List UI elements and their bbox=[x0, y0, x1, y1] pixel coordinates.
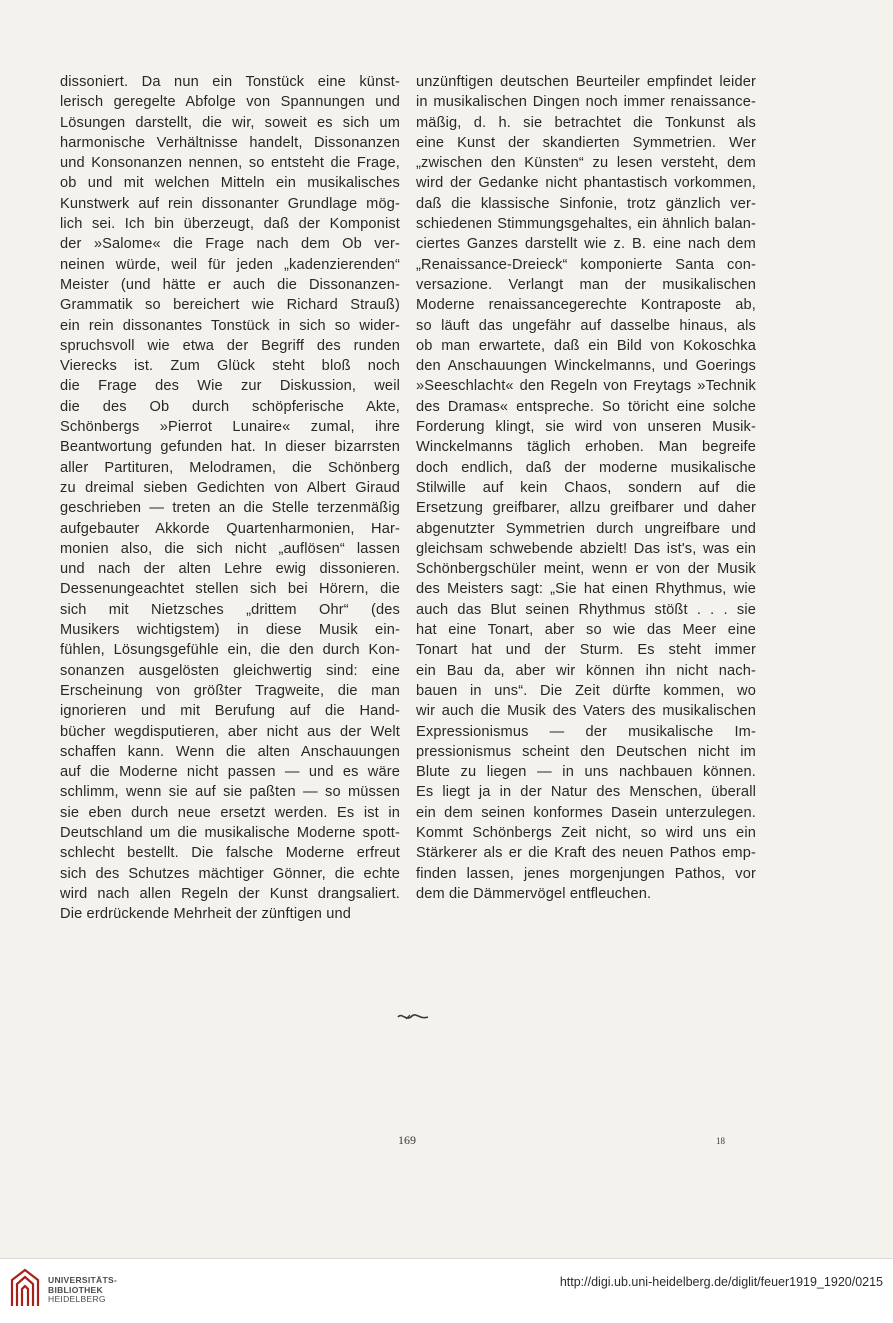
text-line: mäßig, d. h. sie betrachtet die Tonkunst als bbox=[416, 114, 756, 131]
text-line: Moderne renaissancegerechte Kontraposte ab, bbox=[416, 297, 756, 314]
text-line: Tonart hat und der Sturm. Es steht immer bbox=[416, 642, 756, 659]
text-line: die Frage des Wie zur Diskussion, weil bbox=[60, 378, 400, 395]
text-line: hat eine Tonart, aber so wie das Meer eine bbox=[416, 622, 756, 639]
text-line: sich mit Nietzsches „drittem Ohr“ (des bbox=[60, 601, 400, 618]
permalink-url[interactable]: http://digi.ub.uni-heidelberg.de/diglit/feuer1919_1920/0215 bbox=[559, 1275, 883, 1289]
library-logo-icon[interactable] bbox=[8, 1266, 42, 1312]
text-line: der »Salome« die Frage nach dem Ob ver- bbox=[60, 236, 400, 253]
text-line: ein dem seinen konformes Dasein unterzulegen. bbox=[416, 804, 756, 821]
text-line: lich sei. Ich bin überzeugt, daß der Komponist bbox=[60, 216, 400, 233]
text-line: ob und mit welchen Mitteln ein musikalisches bbox=[60, 175, 400, 192]
text-line: fühlen, Lösungsgefühle ein, die den durch Kon- bbox=[60, 642, 400, 659]
text-line: spruchsvoll wie etwa der Begriff des runden bbox=[60, 337, 400, 354]
text-line: ein rein dissonantes Tonstück in sich so wider- bbox=[60, 317, 400, 334]
text-line: geschrieben — treten an die Stelle terzenmäßig bbox=[60, 500, 400, 517]
text-line: finden lassen, jenes morgenjungen Pathos, vor bbox=[416, 865, 756, 882]
text-line: sie eben durch neue ersetzt werden. Es ist in bbox=[60, 804, 400, 821]
text-line: schlimm, wenn sie auf sie paßten — so müssen bbox=[60, 784, 400, 801]
text-line: wird nach allen Regeln der Kunst drangsaliert. bbox=[60, 885, 400, 902]
text-line: Vierecks ist. Zum Glück steht bloß noch bbox=[60, 358, 400, 375]
text-line: bücher wegdisputieren, aber nicht aus der Welt bbox=[60, 723, 400, 740]
text-line: dem die Dämmervögel entfleuchen. bbox=[416, 885, 652, 902]
text-line: Kunstwerk auf rein dissonanter Grundlage mög- bbox=[60, 195, 400, 212]
text-line: Deutschland um die musikalische Moderne spott- bbox=[60, 824, 400, 841]
text-line: Erscheinung von größter Tragweite, die man bbox=[60, 682, 400, 699]
text-line: Die erdrückende Mehrheit der zünftigen und bbox=[60, 906, 352, 923]
text-line: aufgebauter Akkorde Quartenharmonien, Har- bbox=[60, 520, 400, 537]
text-line: harmonische Verhältnisse handelt, Dissonanzen bbox=[60, 134, 400, 151]
text-line: Grammatik so bereichert wie Richard Strauß) bbox=[60, 297, 400, 314]
ornament-icon bbox=[396, 1010, 430, 1024]
text-line: dissoniert. Da nun ein Tonstück eine künst- bbox=[60, 74, 400, 90]
text-line: schaffen kann. Wenn die alten Anschauungen bbox=[60, 743, 400, 760]
text-line: des Meisters sagt: „Sie hat einen Rhythmus, wie bbox=[416, 581, 756, 598]
text-line: Blute zu liegen — in uns nachbauen können. bbox=[416, 764, 756, 781]
text-line: und Konsonanzen nennen, so entsteht die Frage, bbox=[60, 155, 400, 172]
text-line: Forderung klingt, sie wird von unseren Musik- bbox=[416, 419, 756, 436]
text-line: wird der Gedanke nicht phantastisch vorkommen, bbox=[416, 175, 756, 192]
text-line: auf die Moderne nicht passen — und es wäre bbox=[60, 764, 400, 781]
text-line: schlecht bestellt. Die falsche Moderne erfreut bbox=[60, 845, 400, 862]
text-line: auch das Blut seinen Rhythmus stößt . . . sie bbox=[416, 601, 756, 618]
text-line: abgenutzter Symmetrien durch ungreifbare und bbox=[416, 520, 756, 537]
text-line: schiedenen Stimmungsgehaltes, ein ähnlich balan- bbox=[416, 216, 756, 233]
text-line: ein Bau da, aber wir können ihn nicht nach- bbox=[416, 662, 756, 679]
text-line: Expressionismus — der musikalische Im- bbox=[416, 723, 756, 740]
signature-mark: 18 bbox=[716, 1136, 725, 1146]
text-line: zu dreimal sieben Gedichten von Albert Giraud bbox=[60, 479, 400, 496]
text-line: eine Kunst der skandierten Symmetrien. Wer bbox=[416, 134, 756, 151]
text-line: Stärkerer als er die Kraft des neuen Pathos emp- bbox=[416, 845, 756, 862]
text-line: sich des Schutzes mächtiger Gönner, die echte bbox=[60, 865, 400, 882]
logo-line-2: BIBLIOTHEK bbox=[48, 1284, 103, 1295]
logo-line-3: HEIDELBERG bbox=[48, 1294, 106, 1304]
text-line: Schönbergschüler meint, wenn er von der Musik bbox=[416, 561, 756, 578]
text-line: sonanzen ausgelösten gleichwertig sind: eine bbox=[60, 662, 400, 679]
text-line: Stilwille auf kein Chaos, sondern auf die bbox=[416, 479, 756, 496]
text-line: Ersetzung greifbarer, allzu greifbarer und daher bbox=[416, 500, 756, 517]
text-line: Dessenungeachtet stellen sich bei Hörern, die bbox=[60, 581, 400, 598]
text-line: versazione. Verlangt man der musikalischen bbox=[416, 276, 756, 293]
library-footer bbox=[0, 1258, 893, 1323]
page-number: 169 bbox=[398, 1133, 416, 1147]
text-line: Kommt Schönbergs Zeit nicht, so wird uns ein bbox=[416, 824, 756, 841]
text-line: „Renaissance-Dreieck“ komponierte Santa con- bbox=[416, 256, 756, 273]
text-line: neinen würde, weil für jeden „kadenzierenden“ bbox=[60, 256, 400, 273]
text-line: lerisch geregelte Abfolge von Spannungen und bbox=[60, 94, 400, 111]
text-line: die des Ob durch schöpferische Akte, bbox=[60, 398, 400, 415]
text-line: Winckelmanns täglich erhoben. Man begreife bbox=[416, 439, 756, 456]
text-line: ignorieren und mit Berufung auf die Hand- bbox=[60, 703, 400, 720]
text-line: Lösungen darstellt, die wir, soweit es sich um bbox=[60, 114, 400, 131]
text-line: ciertes Ganzes darstellt wie z. B. eine nach dem bbox=[416, 236, 756, 253]
text-line: in musikalischen Dingen noch immer renaissance- bbox=[416, 94, 756, 111]
text-line: Schönbergs »Pierrot Lunaire« zumal, ihre bbox=[60, 419, 400, 436]
text-line: Musikers wichtigstem) in diese Musik ein- bbox=[60, 622, 400, 639]
text-line: pressionismus scheint den Deutschen nicht im bbox=[416, 743, 756, 760]
right-text-column bbox=[416, 72, 756, 904]
text-line: gleichsam schwebende abzielt! Das ist's, was ein bbox=[416, 540, 756, 557]
text-line: „zwischen den Künsten“ zu lesen versteht, dem bbox=[416, 155, 756, 172]
text-line: und nach der alten Lehre ewig dissonieren. bbox=[60, 561, 400, 578]
text-line: daß die klassische Sinfonie, trotz gänzlich ver- bbox=[416, 195, 756, 212]
text-line: ob man erwartete, daß ein Bild von Kokoschka bbox=[416, 337, 756, 354]
text-line: Meister (und hätte er auch die Dissonanzen- bbox=[60, 276, 400, 293]
text-line: Beantwortung gefunden hat. In dieser bizarrsten bbox=[60, 439, 400, 456]
text-line: aller Partituren, Melodramen, die Schönberg bbox=[60, 459, 400, 476]
text-line: doch endlich, daß der moderne musikalische bbox=[416, 459, 756, 476]
text-line: des Dramas« entspreche. So töricht eine solche bbox=[416, 398, 756, 415]
text-line: den Anschauungen Winckelmanns, und Goerings bbox=[416, 358, 756, 375]
left-text-column bbox=[60, 72, 400, 924]
text-line: »Seeschlacht« den Regeln von Freytags »Technik bbox=[416, 378, 756, 395]
text-line: bauen in uns“. Die Zeit dürfte kommen, wo bbox=[416, 682, 756, 699]
text-line: so läuft das ungefähr auf dasselbe hinaus, als bbox=[416, 317, 756, 334]
text-line: Es liegt ja in der Natur des Menschen, überall bbox=[416, 784, 756, 801]
logo-line-1: UNIVERSITÄTS- bbox=[48, 1275, 118, 1285]
text-line: wir auch die Musik des Vaters des musikalischen bbox=[416, 703, 756, 720]
text-line: unzünftigen deutschen Beurteiler empfindet leider bbox=[416, 74, 756, 90]
text-line: monien also, die sich nicht „auflösen“ lassen bbox=[60, 540, 400, 557]
library-logo-text bbox=[48, 1276, 117, 1305]
